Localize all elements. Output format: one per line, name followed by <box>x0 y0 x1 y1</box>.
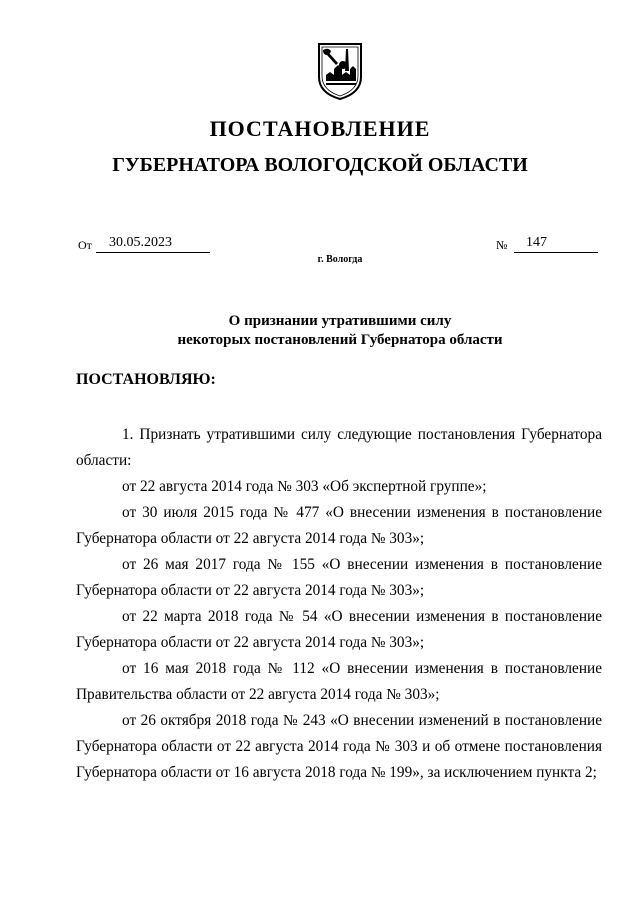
coat-of-arms-icon <box>316 41 364 101</box>
paragraph <box>76 474 602 500</box>
city-label: г. Вологда <box>317 254 363 265</box>
subject-line-2: некоторых постановлений Губернатора области <box>177 332 503 348</box>
text-line: от 22 марта 2018 года № 54 «О внесении изменения в постановление <box>122 608 602 625</box>
text-line: от 26 мая 2017 года № 155 «О внесении изменения в постановление <box>122 556 602 573</box>
text-line: Губернатора области от 22 августа 2014 года № 303»; <box>76 530 425 547</box>
paragraph <box>76 500 602 552</box>
text-line: Губернатора области от 22 августа 2014 года № 303 и об отмене постановления <box>76 738 602 755</box>
text-line: Правительства области от 22 августа 2014 года № 303»; <box>76 686 440 703</box>
document-number: 147 <box>514 235 598 253</box>
text-line: от 26 октября 2018 года № 243 «О внесении изменений в постановление <box>122 712 602 729</box>
paragraph <box>76 656 602 708</box>
subject-line-1: О признании утратившими силу <box>228 313 452 329</box>
issuer-title: ГУБЕРНАТОРА ВОЛОГОДСКОЙ ОБЛАСТИ <box>112 154 528 176</box>
text-line: Губернатора области от 16 августа 2018 года № 199», за исключением пункта 2; <box>76 764 597 781</box>
decree-word: ПОСТАНОВЛЯЮ: <box>76 371 216 388</box>
text-line: Губернатора области от 22 августа 2014 года № 303»; <box>76 582 425 599</box>
document-subject <box>0 312 640 350</box>
paragraph <box>76 422 602 474</box>
paragraph <box>76 708 602 786</box>
document-type-title: ПОСТАНОВЛЕНИЕ <box>209 116 431 141</box>
paragraph <box>76 604 602 656</box>
date-prefix: От <box>78 238 92 252</box>
paragraph <box>76 552 602 604</box>
text-line: от 22 августа 2014 года № 303 «Об экспертной группе»; <box>122 478 487 495</box>
text-line: Губернатора области от 22 августа 2014 года № 303»; <box>76 634 425 651</box>
text-line: от 30 июля 2015 года № 477 «О внесении изменения в постановление <box>122 504 602 521</box>
text-line: 1. Признать утратившими силу следующие постановления Губернатора <box>122 426 602 443</box>
document-date: 30.05.2023 <box>96 235 210 253</box>
text-line: области: <box>76 452 132 469</box>
number-prefix: № <box>496 238 508 252</box>
text-line: от 16 мая 2018 года № 112 «О внесении изменения в постановление <box>122 660 602 677</box>
